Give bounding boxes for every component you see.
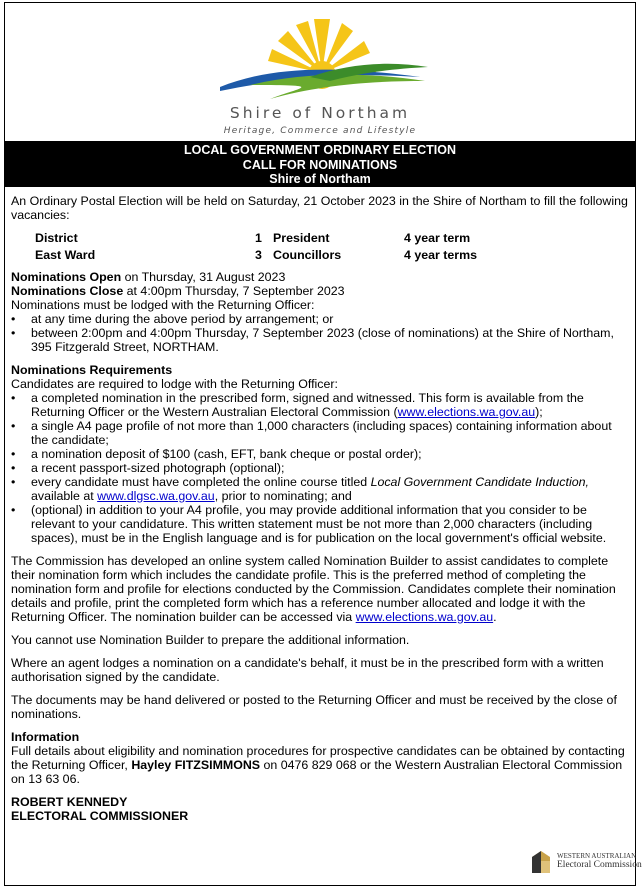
signature-name-text: ROBERT KENNEDY [11,795,128,809]
list-item-text: a nomination deposit of $100 (cash, EFT, bank cheque or postal order); [31,447,422,461]
information-heading [11,730,629,744]
intro-paragraph: An Ordinary Postal Election will be held on Saturday, 21 October 2023 in the Shire of Northam to fill the following vacancies: [11,194,628,222]
requirements-intro: Candidates are required to lodge with the Returning Officer: [11,377,338,391]
nominations-close-text: at 4:00pm Thursday, 7 September 2023 [123,284,345,298]
signature-title [11,809,629,823]
position-cell: President [273,231,330,245]
bullet: • [11,475,16,489]
term-cell: 4 year terms [404,248,478,262]
commission-paragraph-text: The Commission has developed an online system called Nomination Builder to assist candidates to complete their nomination form which includes the candidate profile. This is the preferred method of completing the nomination form and profile for elections conducted by the Commission. Candidates complete their nomination details and profile, print the completed form which has a reference number allocated and lodge it with the Returning Officer. The nomination builder can be accessed via [11,554,616,624]
notice-sheet [4,2,642,886]
requirements-list [11,391,629,545]
notice-body [11,194,629,823]
lodge-text: Nominations must be lodged with the Returning Officer: [11,298,315,312]
list-item [11,419,629,447]
banner-line-1: LOCAL GOVERNMENT ORDINARY ELECTION [183,143,456,157]
information-text: Full details about eligibility and nomination procedures for prospective candidates can be obtained by contacting the Returning Officer, [11,744,625,772]
information-heading-text: Information [11,730,80,744]
nomination-builder-link[interactable]: www.elections.wa.gov.au [355,610,494,624]
count-cell: 3 [255,248,262,262]
vacancies-table [35,231,477,265]
district-cell: East Ward [35,248,96,262]
nominations-open-text: on Thursday, 31 August 2023 [121,270,286,284]
signature-title-text: ELECTORAL COMMISSIONER [11,809,189,823]
dlgsc-link[interactable]: www.dlgsc.wa.gov.au [97,489,215,503]
documents-paragraph: The documents may be hand delivered or posted to the Returning Officer and must be received by the close of nominations. [11,693,617,721]
shire-logo [5,3,635,141]
list-item [11,447,629,461]
table-row [35,248,477,265]
commission-logo-line-1: WESTERN AUSTRALIAN [557,852,637,860]
list-item-text: ); [535,405,543,419]
list-item-text: , prior to nominating; and [214,489,352,503]
list-item-text: a completed nomination in the prescribed form, signed and witnessed. This form is available from the Returning Officer or the Western Australian Electoral Commission ( [31,391,584,419]
bullet: • [11,312,16,326]
term-cell: 4 year term [404,231,471,245]
list-item [11,461,629,475]
agent-paragraph: Where an agent lodges a nomination on a candidate's behalf, it must be in the prescribed form with a written authorisation signed by the candidate. [11,656,604,684]
commission-logo-line-2: Electoral Commission [557,860,642,870]
list-item-text: available at [31,489,98,503]
information-text: on 0476 829 068 or the Western Australian Electoral Commission on 13 63 06. [11,758,623,786]
count-cell: 1 [255,231,262,245]
requirements-heading-text: Nominations Requirements [11,363,173,377]
sun-landscape-logo-icon [210,15,430,107]
bullet: • [11,419,16,433]
requirements-heading [11,363,629,377]
list-item-text: at any time during the above period by arrangement; or [31,312,334,326]
district-cell: District [35,231,78,245]
bullet: • [11,503,16,517]
elections-link[interactable]: www.elections.wa.gov.au [397,405,536,419]
shire-name: Shire of Northam [229,104,411,122]
list-item [11,391,629,419]
nominations-open-label: Nominations Open [11,270,122,284]
list-item [11,475,629,503]
bullet: • [11,326,16,340]
returning-officer-name: Hayley FITZSIMMONS [131,758,261,772]
builder-paragraph: You cannot use Nomination Builder to prepare the additional information. [11,633,410,647]
list-item [11,312,629,326]
list-item-text: a single A4 page profile of not more than 1,000 characters (including spaces) containing information about the candidate; [31,419,612,447]
bullet: • [11,461,16,475]
list-item-text: (optional) in addition to your A4 profile, you may provide additional information that you consider to be relevant to your candidature. This written statement must be not more than 2,000 characters (including spaces), must be in the English language and is for publication on the local government's official website. [31,503,607,545]
commission-paragraph [11,554,629,624]
nominations-close-label: Nominations Close [11,284,124,298]
lodge-list [11,312,629,354]
nominations-open [11,270,629,284]
signature-name [11,795,629,809]
shire-tagline: Heritage, Commerce and Lifestyle [223,126,417,136]
commission-emblem-icon [529,847,553,877]
banner-line-3: Shire of Northam [269,172,371,186]
nominations-close [11,284,629,298]
bullet: • [11,447,16,461]
list-item-text: between 2:00pm and 4:00pm Thursday, 7 September 2023 (close of nominations) at the Shire of Northam, 395 Fitzgerald Street, NORTHAM. [31,326,614,354]
electoral-commission-logo [529,847,642,879]
list-item-text: every candidate must have completed the online course titled [31,475,371,489]
bullet: • [11,391,16,405]
table-row [35,231,477,248]
title-banner [5,141,635,187]
banner-line-2: CALL FOR NOMINATIONS [242,157,398,172]
commission-paragraph-end: . [493,610,497,624]
list-item [11,326,629,354]
commission-logo-text [557,852,642,870]
position-cell: Councillors [273,248,342,262]
information-paragraph [11,744,629,786]
course-title: Local Government Candidate Induction, [370,475,589,489]
list-item [11,503,629,545]
list-item-text: a recent passport-sized photograph (optional); [31,461,285,475]
